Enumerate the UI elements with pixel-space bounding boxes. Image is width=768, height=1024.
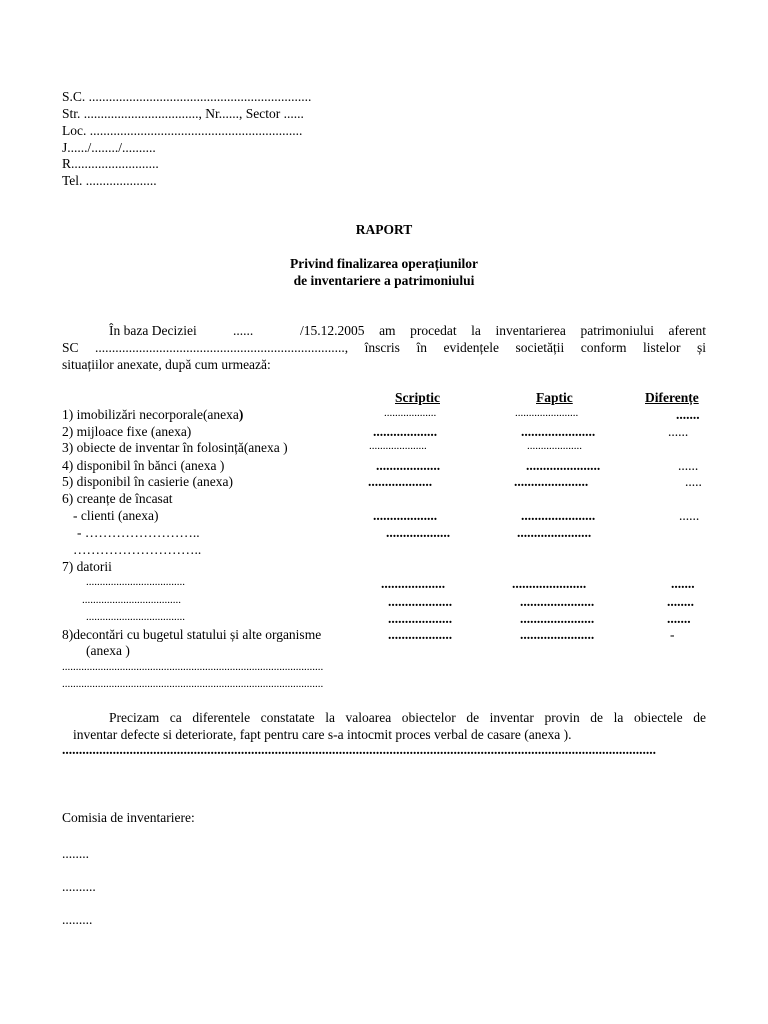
phone-field: Tel. ..................... xyxy=(62,173,157,188)
row-faptic: .................... xyxy=(527,440,582,452)
closing-line-2: inventar defecte si deteriorate, fapt pentru care s-a intocmit proces verbal de casare (anexa ). xyxy=(73,727,572,742)
row-label: 8)decontări cu bugetul statului și alte organisme xyxy=(62,627,322,642)
closing-line-1: Precizam ca diferentele constatate la valoarea obiectelor de inventar provin de la obiectele de xyxy=(109,710,706,725)
row-label: (anexa ) xyxy=(86,643,130,658)
row-label: - clienti (anexa) xyxy=(73,508,159,523)
row-scriptic: ................... xyxy=(388,594,453,609)
row-label: 6) creanțe de încasat xyxy=(62,491,173,506)
row-scriptic: ................... xyxy=(388,611,453,626)
row-faptic: ...................... xyxy=(517,525,592,540)
row-scriptic: ................... xyxy=(388,627,453,642)
page-title: RAPORT xyxy=(355,222,413,237)
row-label: - …………………….. xyxy=(77,525,200,540)
row-faptic: ...................... xyxy=(514,474,589,489)
row-faptic: ...................... xyxy=(512,576,587,591)
row-label: 3) obiecte de inventar în folosință(anexa ) xyxy=(62,440,288,455)
row-scriptic: ................... xyxy=(368,474,433,489)
intro-line-2: SC .........................................................................., înscris în evidențele societății conform listelor și xyxy=(62,340,706,355)
blank-line: ............................................................................................... xyxy=(62,678,324,690)
row-diferente: ....... xyxy=(676,407,700,422)
row-scriptic: ..................... xyxy=(369,440,427,452)
row-label: .................................... xyxy=(86,611,185,623)
intro-line-3: situațiilor anexate, după cum urmează: xyxy=(62,357,271,372)
commission-member-line: .......... xyxy=(62,879,96,894)
column-header-scriptic: Scriptic xyxy=(395,390,440,405)
intro-text-a: În baza Deciziei xyxy=(109,323,197,338)
row-scriptic: ................... xyxy=(384,407,437,419)
closing-dotline: ................................................................................................................................................................................ xyxy=(62,742,656,757)
column-header-faptic: Faptic xyxy=(536,390,573,405)
subtitle-line-2: de inventariere a patrimoniului xyxy=(293,273,475,288)
row-faptic: ...................... xyxy=(521,508,596,523)
row-diferente: ...... xyxy=(678,458,699,473)
row-label xyxy=(62,407,243,423)
row-diferente: ....... xyxy=(671,576,695,591)
intro-text-c: /15.12.2005 am procedat la inventarierea patrimoniului aferent xyxy=(300,323,706,338)
row-diferente: ...... xyxy=(679,508,700,523)
row-label: ……………………….. xyxy=(73,542,202,557)
row-faptic: ...................... xyxy=(520,594,595,609)
row-label: 7) datorii xyxy=(62,559,112,574)
row-diferente: ..... xyxy=(685,474,702,489)
commission-title: Comisia de inventariere: xyxy=(62,810,195,825)
row-diferente: ........ xyxy=(667,594,694,609)
row-faptic: ...................... xyxy=(520,611,595,626)
row-faptic: ...................... xyxy=(521,424,596,439)
intro-text-b: ...... xyxy=(233,323,254,338)
registry-j-field: J....../......../.......... xyxy=(62,140,156,155)
row-label: .................................... xyxy=(86,576,185,588)
row-scriptic: ................... xyxy=(376,458,441,473)
registry-r-field: R.......................... xyxy=(62,156,159,171)
row-faptic: ...................... xyxy=(526,458,601,473)
row-scriptic: ................... xyxy=(373,508,438,523)
row-scriptic: ................... xyxy=(386,525,451,540)
row-scriptic: ................... xyxy=(373,424,438,439)
row-diferente: ....... xyxy=(667,611,691,626)
commission-member-line: ......... xyxy=(62,912,93,927)
row-label: .................................... xyxy=(82,594,181,606)
row-label-text: 1) imobilizări necorporale(anexa xyxy=(62,407,239,422)
row-scriptic: ................... xyxy=(381,576,446,591)
row-diferente: ...... xyxy=(668,424,689,439)
row-label-tail: ) xyxy=(238,407,244,422)
row-label: 5) disponibil în casierie (anexa) xyxy=(62,474,233,489)
row-label: 4) disponibil în bănci (anexa ) xyxy=(62,458,225,473)
street-field: Str. .................................., Nr......, Sector ...... xyxy=(62,106,304,121)
locality-field: Loc. ............................................................... xyxy=(62,123,303,138)
column-header-diferente: Diferențe xyxy=(645,390,699,405)
row-diferente: - xyxy=(670,627,675,642)
subtitle-line-1: Privind finalizarea operațiunilor xyxy=(290,256,478,271)
blank-line: ............................................................................................... xyxy=(62,661,324,673)
row-faptic: ....................... xyxy=(515,407,579,419)
row-label: 2) mijloace fixe (anexa) xyxy=(62,424,192,439)
commission-member-line: ........ xyxy=(62,846,89,861)
row-faptic: ...................... xyxy=(520,627,595,642)
company-field: S.C. .................................................................. xyxy=(62,89,312,104)
